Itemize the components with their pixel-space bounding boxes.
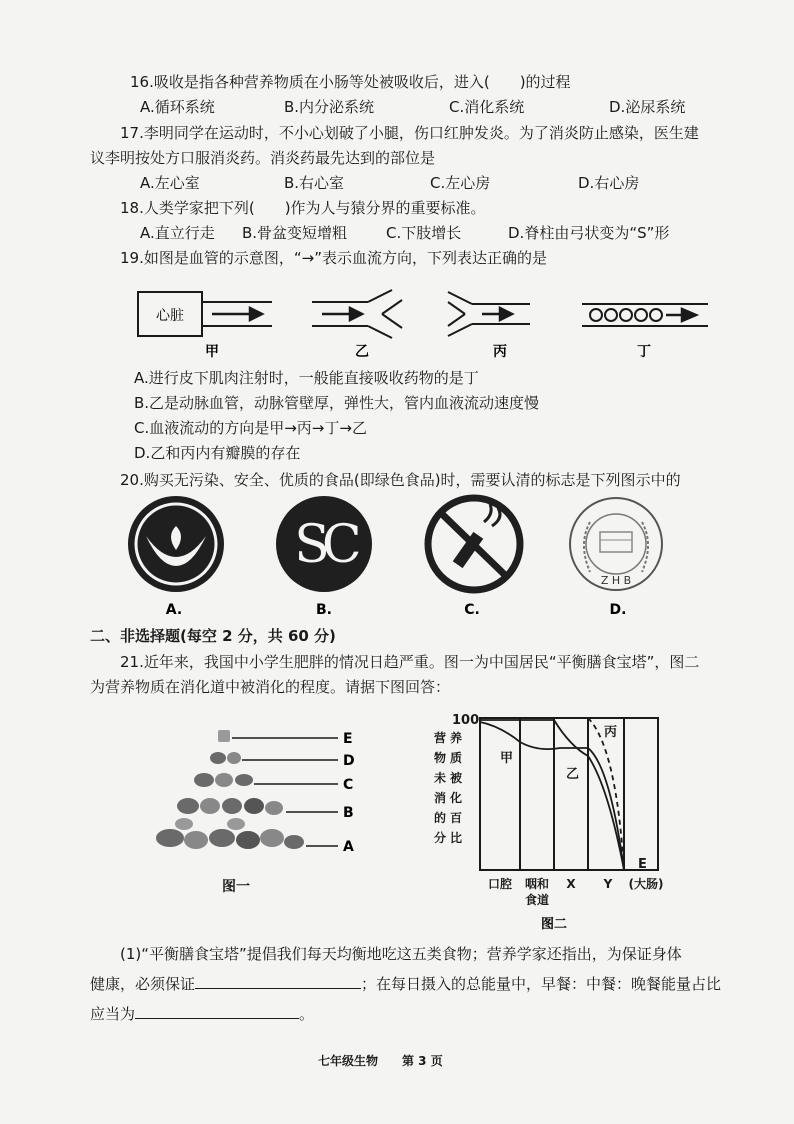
chart-end-label: E: [638, 857, 647, 872]
footer-subject: 七年级生物: [318, 1054, 379, 1068]
sc-logo: [276, 496, 372, 592]
q19-option-a: A.进行皮下肌肉注射时，一般能直接吸收药物的是丁: [134, 369, 479, 387]
q17-option-d: D.右心房: [578, 174, 640, 192]
q18-option-b: B.骨盆变短增粗: [242, 224, 348, 242]
green-food-logo: [128, 496, 224, 592]
q20-stem: 20.购买无污染、安全、优质的食品(即绿色食品)时，需要认清的标志是下列图示中的: [120, 471, 681, 489]
q18-stem: 18.人类学家把下列( )作为人与猿分界的重要标准。: [120, 199, 486, 217]
pyramid-label-d: D: [343, 753, 355, 769]
no-smoking-icon: [428, 498, 520, 590]
x-label-mouth: 口腔: [487, 877, 513, 891]
q16-stem: 16.吸收是指各种营养物质在小肠等处被吸收后，进入( )的过程: [130, 73, 571, 91]
x-label-y: Y: [603, 877, 613, 891]
q21-stem-line1: 21.近年来，我国中小学生肥胖的情况日趋严重。图一为中国居民“平衡膳食宝塔”，图二: [120, 653, 700, 671]
curve-label-jia: 甲: [500, 751, 514, 766]
q18-option-a: A.直立行走: [140, 224, 215, 242]
q17-option-b: B.右心室: [284, 174, 345, 192]
svg-text:Z H B: Z H B: [600, 574, 632, 587]
curve-label-yi: 乙: [566, 767, 580, 782]
q20-option-b: B.: [316, 602, 332, 618]
svg-text:被: 被: [449, 771, 463, 785]
q21-sub1-line3: 应当为 。: [90, 1005, 315, 1023]
curve-bing: [480, 718, 624, 870]
svg-text:化: 化: [449, 791, 463, 805]
x-label-x: X: [566, 877, 576, 891]
q19-option-c: C.血液流动的方向是甲→丙→丁→乙: [134, 419, 367, 437]
svg-text:消: 消: [433, 791, 447, 805]
q18-option-c: C.下肢增长: [386, 224, 462, 242]
svg-text:比: 比: [449, 831, 463, 845]
svg-text:养: 养: [449, 731, 463, 745]
q20-option-a: A.: [165, 602, 183, 618]
x-label-large-intestine: (大肠): [628, 877, 664, 891]
svg-text:未: 未: [433, 771, 447, 785]
svg-text:的: 的: [433, 811, 447, 825]
pyramid-layer-d: [210, 752, 241, 764]
pyramid-label-e: E: [343, 731, 353, 747]
q19-stem: 19.如图是血管的示意图，“→”表示血流方向，下列表达正确的是: [120, 249, 547, 267]
x-label-esophagus: 食道: [524, 893, 550, 907]
q21-stem-line2: 为营养物质在消化道中被消化的程度。请据下图回答：: [90, 678, 451, 696]
pyramid-layer-b: [177, 798, 283, 815]
svg-text:质: 质: [449, 751, 463, 765]
q16-option-b: B.内分泌系统: [284, 98, 375, 116]
q17-option-c: C.左心房: [430, 174, 491, 192]
answer-blank-2[interactable]: [135, 1004, 299, 1019]
vessel-label-ding: 丁: [637, 344, 651, 360]
pyramid-layer-c: [194, 773, 253, 787]
section2-title: 二、非选择题(每空 2 分，共 60 分): [90, 627, 336, 645]
heart-label: 心脏: [156, 308, 184, 324]
pyramid-label-a: A: [343, 839, 354, 855]
q16-option-a: A.循环系统: [140, 98, 215, 116]
svg-text:物: 物: [433, 751, 447, 765]
q17-option-a: A.左心室: [140, 174, 200, 192]
fig2-caption: 图二: [540, 917, 568, 932]
y-max-label: 100: [452, 713, 480, 728]
q16-option-d: D.泌尿系统: [609, 98, 686, 116]
digestion-chart: [420, 706, 700, 936]
q19-option-d: D.乙和丙内有瓣膜的存在: [134, 444, 301, 462]
q16-option-c: C.消化系统: [449, 98, 525, 116]
curve-label-bing: 丙: [604, 725, 618, 740]
vessel-label-yi: 乙: [355, 344, 369, 360]
q21-sub1-line1: (1)“平衡膳食宝塔”提倡我们每天均衡地吃这五类食物；营养学家还指出，为保证身体: [120, 945, 682, 963]
svg-text:分: 分: [433, 831, 447, 845]
svg-text:营: 营: [433, 731, 447, 745]
q21-sub1-line2: 健康，必须保证 ；在每日摄入的总能量中，早餐：中餐：晚餐能量占比: [90, 975, 722, 993]
vessel-label-jia: 甲: [205, 344, 219, 360]
food-logo-figure: [120, 492, 680, 622]
y-axis-label: [434, 730, 463, 845]
q17-stem-line1: 17.李明同学在运动时，不小心划破了小腿，伤口红肿发炎。为了消炎防止感染，医生建: [120, 124, 699, 142]
q20-option-d: D.: [609, 602, 627, 618]
zhb-logo: [570, 498, 662, 590]
pyramid-layer-e: [218, 730, 230, 742]
footer-page: 第 3 页: [402, 1054, 443, 1068]
pyramid-label-b: B: [343, 805, 354, 821]
blood-vessel-diagram: [130, 282, 720, 362]
pyramid-layer-a: [156, 818, 304, 849]
x-label-pharynx: 咽和: [524, 877, 550, 891]
vessel-label-bing: 丙: [493, 344, 507, 360]
q19-option-b: B.乙是动脉血管，动脉管壁厚，弹性大，管内血液流动速度慢: [134, 394, 540, 412]
svg-text:百: 百: [449, 811, 463, 825]
pyramid-label-c: C: [343, 777, 354, 793]
q18-option-d: D.脊柱由弓状变为“S”形: [508, 224, 670, 242]
fig1-caption: 图一: [222, 879, 250, 895]
answer-blank-1[interactable]: [195, 974, 361, 989]
q17-stem-line2: 议李明按处方口服消炎药。消炎药最先达到的部位是: [90, 149, 436, 167]
food-pyramid-figure: [140, 722, 370, 892]
q20-option-c: C.: [464, 602, 480, 618]
svg-text:SC: SC: [294, 515, 354, 575]
